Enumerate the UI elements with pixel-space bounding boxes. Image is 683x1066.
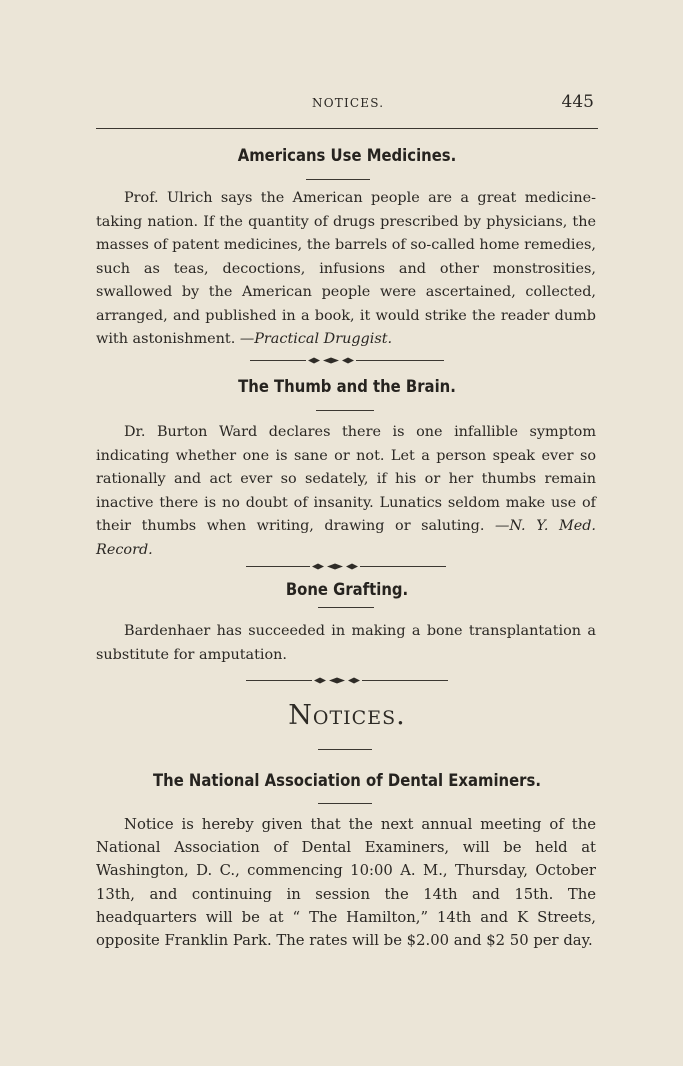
page-number: 445 <box>561 92 594 112</box>
section-title: Notices. <box>288 700 406 731</box>
notice-title: The National Association of Dental Examiners. <box>152 771 541 790</box>
title-underline <box>318 803 372 804</box>
running-head <box>96 92 598 114</box>
running-title: NOTICES. <box>312 96 385 110</box>
notice-body <box>96 813 596 952</box>
article-text: Dr. Burton Ward declares there is one infallible symptom indicating whether one is sane or not. Let a person speak ever so rationally and act ever so sedately, if his or her thumbs remain inactive there is no doubt of insanity. Lunatics seldom make use of their thumbs when writing, drawing or saluting. <box>96 424 596 534</box>
article-source: —N. Y. Med. Record. <box>96 518 596 558</box>
article-title-thumb: The Thumb and the Brain. <box>238 377 456 396</box>
article-text: Bardenhaer has succeeded in making a bone transplantation a substitute for amputation. <box>96 623 596 663</box>
ornament-divider <box>246 562 446 572</box>
article-body-thumb <box>96 421 596 562</box>
title-underline <box>306 179 370 180</box>
title-underline <box>318 607 374 608</box>
section-underline <box>318 749 372 750</box>
article-body-bone <box>96 620 596 667</box>
ornament-divider <box>246 676 448 686</box>
article-source: —Practical Druggist. <box>239 331 393 347</box>
ornament-divider <box>250 356 444 366</box>
article-title-medicines: Americans Use Medicines. <box>237 146 457 165</box>
article-text: Prof. Ulrich says the American people are a great medicine-taking nation. If the quantity of drugs prescribed by physicians, the masses of patent medicines, the barrels of so-called home remedies, such as teas, decoctions, infusions and other monstrosities, swallowed by the American people were ascertained, collected, arranged, and published in a book, it would strike the reader dumb with astonishment. <box>96 190 596 347</box>
article-body-medicines <box>96 187 596 352</box>
article-title-bone: Bone Grafting. <box>285 580 409 599</box>
header-rule <box>96 128 598 129</box>
title-underline <box>316 410 374 411</box>
notice-text: Notice is hereby given that the next annual meeting of the National Association of Dental Examiners, will be held at Washington, D. C., commencing 10:00 A. M., Thursday, October 13th, and continuing in session the 14th and 15th. The headquarters will be at “ The Hamilton,” 14th and K Streets, opposite Franklin Park. The rates will be $2.00 and $2 50 per day. <box>96 816 596 950</box>
